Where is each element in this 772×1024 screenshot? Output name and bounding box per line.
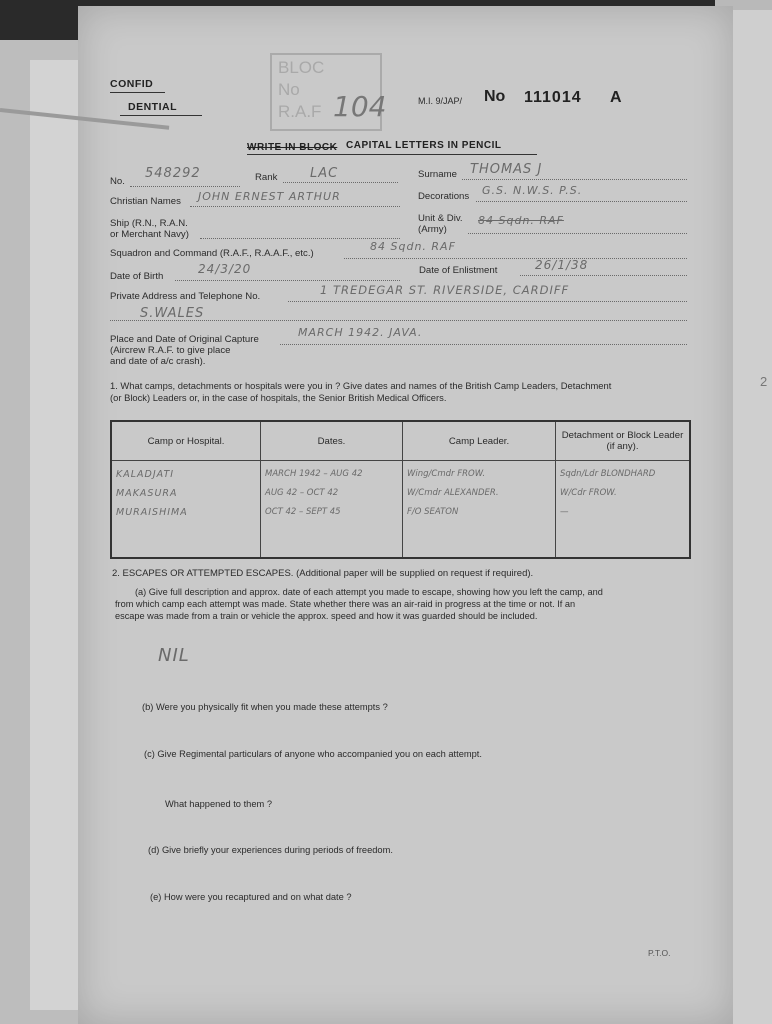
- camps-column-dates: [261, 461, 403, 559]
- unit-label-1: Unit & Div.: [418, 213, 463, 224]
- camps-column-camp: [111, 461, 261, 559]
- camps-header-detachment: Detachment or Block Leader (if any).: [556, 421, 691, 461]
- unit-line: [468, 233, 687, 234]
- squadron-label: Squadron and Command (R.A.F., R.A.A.F., etc.): [110, 248, 314, 259]
- confidential-label-1: CONFID: [110, 78, 154, 90]
- capture-label-2: (Aircrew R.A.F. to give place: [110, 345, 231, 356]
- capture-line: [280, 344, 687, 345]
- q2-title: 2. ESCAPES OR ATTEMPTED ESCAPES. (Additional paper will be supplied on request if required).: [112, 568, 534, 579]
- rank-value: LAC: [310, 166, 339, 181]
- service-no-line: [130, 186, 240, 187]
- capture-label-1: Place and Date of Original Capture: [110, 334, 259, 345]
- table-cell: W/Cdr FROW.: [560, 488, 617, 498]
- table-cell: —: [560, 507, 569, 517]
- instruction-struck: WRITE IN BLOCK: [247, 142, 338, 153]
- q2b-text: (b) Were you physically fit when you made these attempts ?: [142, 702, 388, 712]
- q2a-answer: NIL: [158, 645, 190, 666]
- back-sheet-right-inner: [733, 10, 772, 1024]
- q1-text-line-1: 1. What camps, detachments or hospitals were you in ? Give dates and names of the British Camp Leaders, Detachment: [110, 380, 612, 391]
- dob-line: [175, 280, 400, 281]
- confidential-underline-2: [120, 115, 202, 116]
- q1-text-line-2: (or Block) Leaders or, in the case of hospitals, the Senior British Medical Officers.: [110, 392, 447, 403]
- instruction-underline: [247, 154, 537, 155]
- service-no-value: 548292: [145, 166, 201, 181]
- side-edge-mark: 2: [760, 374, 768, 389]
- decorations-line: [476, 201, 687, 202]
- decorations-label: Decorations: [418, 191, 470, 202]
- q2a-line-3: escape was made from a train or vehicle the approx. speed and how it was guarded should be included.: [115, 611, 538, 621]
- camps-header-dates: Dates.: [261, 421, 403, 461]
- dob-label: Date of Birth: [110, 271, 164, 282]
- christian-names-value: JOHN ERNEST ARTHUR: [198, 190, 341, 203]
- address-line-1: [288, 301, 687, 302]
- q2c-sub-text: What happened to them ?: [165, 799, 272, 809]
- camps-header-camp: Camp or Hospital.: [111, 421, 261, 461]
- q2c-text: (c) Give Regimental particulars of anyone who accompanied you on each attempt.: [144, 749, 482, 759]
- table-cell: W/Cmdr ALEXANDER.: [407, 488, 499, 498]
- stamp-line-3: R.A.F: [278, 102, 322, 121]
- mi9-ref: M.I. 9/JAP/: [418, 96, 463, 106]
- form-number-label: No: [484, 88, 506, 105]
- enlistment-value: 26/1/38: [535, 258, 589, 272]
- enlistment-line: [520, 275, 687, 276]
- camps-column-detachment: [556, 461, 691, 559]
- confidential-label-2: DENTIAL: [128, 101, 177, 113]
- address-value-1: 1 TREDEGAR ST. RIVERSIDE, CARDIFF: [320, 283, 570, 297]
- ship-label-1: Ship (R.N., R.A.N.: [110, 218, 188, 229]
- table-cell: Wing/Cmdr FROW.: [407, 469, 486, 479]
- q2d-text: (d) Give briefly your experiences during periods of freedom.: [148, 845, 393, 855]
- table-cell: MURAISHIMA: [116, 507, 188, 518]
- camps-table: [110, 420, 691, 559]
- surname-value: THOMAS J: [470, 162, 543, 177]
- stamp-line-2: No: [278, 80, 300, 99]
- ship-label-2: or Merchant Navy): [110, 229, 189, 240]
- squadron-value: 84 Sqdn. RAF: [370, 240, 456, 253]
- decorations-value: G.S. N.W.S. P.S.: [482, 184, 583, 197]
- camps-column-leader: [403, 461, 556, 559]
- table-cell: MAKASURA: [116, 488, 178, 499]
- christian-names-label: Christian Names: [110, 196, 181, 207]
- camps-header-leader: Camp Leader.: [403, 421, 556, 461]
- unit-value: 84 Sqdn. RAF: [478, 214, 564, 227]
- surname-label: Surname: [418, 169, 457, 180]
- table-cell: Sqdn/Ldr BLONDHARD: [560, 469, 656, 479]
- table-cell: KALADJATI: [116, 469, 175, 480]
- capture-label-3: and date of a/c crash).: [110, 356, 206, 367]
- form-number: 111014: [524, 89, 582, 106]
- unit-label-2: (Army): [418, 224, 447, 235]
- service-no-label: No.: [110, 176, 125, 187]
- q2a-line-1: (a) Give full description and approx. date of each attempt you made to escape, showing how you left the camp, and: [135, 587, 603, 597]
- table-cell: AUG 42 – OCT 42: [265, 488, 339, 498]
- rank-line: [283, 182, 398, 183]
- capture-value: MARCH 1942. JAVA.: [298, 326, 423, 339]
- enlistment-label: Date of Enlistment: [419, 265, 498, 276]
- stamp-number: 104: [333, 90, 387, 123]
- address-label: Private Address and Telephone No.: [110, 291, 261, 302]
- table-cell: MARCH 1942 – AUG 42: [265, 469, 363, 479]
- squadron-line: [344, 258, 687, 259]
- surname-line: [462, 179, 687, 180]
- q2e-text: (e) How were you recaptured and on what date ?: [150, 892, 352, 902]
- q2a-line-2: from which camp each attempt was made. State whether there was an air-raid in progress at the time or not. If an: [115, 599, 576, 609]
- instruction-rest: CAPITAL LETTERS IN PENCIL: [346, 140, 502, 151]
- address-value-2: S.WALES: [140, 306, 205, 321]
- stamp-line-1: BLOC: [278, 58, 325, 77]
- rank-label: Rank: [255, 172, 278, 183]
- dob-value: 24/3/20: [198, 262, 252, 276]
- christian-names-line: [190, 206, 400, 207]
- pto-label: P.T.O.: [648, 948, 671, 958]
- form-suffix: A: [610, 89, 622, 106]
- table-cell: OCT 42 – SEPT 45: [265, 507, 341, 517]
- confidential-underline-1: [110, 92, 165, 93]
- table-cell: F/O SEATON: [407, 507, 459, 517]
- ship-line: [200, 238, 400, 239]
